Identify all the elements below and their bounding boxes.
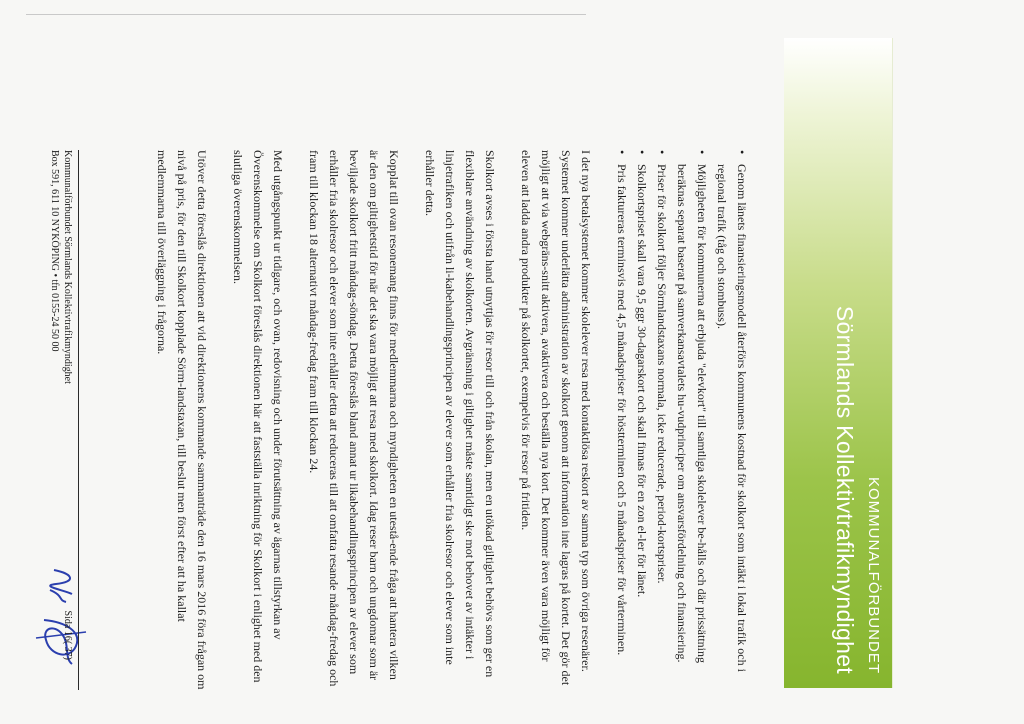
paragraph: Med utgångspunkt ur tidigare, och ovan, redovisning och under förutsättning av ägarnas tillstyrkan av Överenskommelse om Skolkort föreslås direktionen här att fastställa inriktning för Skolkort i enlighet med den slutliga överenskommelsen. xyxy=(231,150,285,683)
paragraph: Utöver detta föreslås direktionen att vid direktionens kommande sammanträde den 16 mars 2016 föra frågan om nivå på pris, för den till Skolkort kopplade Sörm-landstaxan, till beslut men först efter att ha kallat medlemmarna till överläggning i frågorna. xyxy=(155,150,209,690)
document-body xyxy=(152,150,752,690)
org-name: KOMMUNALFÖRBUNDET xyxy=(865,476,882,674)
header-banner xyxy=(784,38,893,688)
paragraph: Skolkort avses i första hand utnyttjas för resor till och från skolan, men en utökad giltighet behövs som ger en flexiblare användning av skolkorten. Avgränsning i giltighet måste samtidigt ske mot behovet av intäkter i linjetrafiken och utifrån li-kabehandlingsprincipen av elever som erhåller fria skolresor och elever som inte erhåller detta. xyxy=(423,150,497,678)
bullet-item: • Priser för skolkort följer Sörmlandstaxans normala, icke reducerade, period-kortspriser. xyxy=(652,150,672,690)
paragraph: Kopplat till ovan resonemang finns för medlemmarna och myndigheten en utestå-ende fråga att hantera vilken är den om giltighetstid för när det ska vara möjligt att resa med skolkort. Idag reser barn och ungdomar som är beviljade skolkort fritt måndag-söndag. Detta föreslås bland annat ur likabehandlingsprincipen av elever som erhåller fria skolresor och elever som inte erhåller detta att reduceras till att omfatta resande måndag-fredag och fram till klockan 18 alternativt måndag-fredag fram till klockan 24. xyxy=(307,150,401,687)
bullet-item: • Pris faktureras terminsvis med 4,5 månadspriser för höstterminen och 5 månadspriser för vårterminen. xyxy=(612,150,632,690)
bullet-item: • Genom länets finansieringsmodell återförs kommunens kostnad för skolkort som intäkt i lokal trafik och i regional trafik (tåg och stombuss). xyxy=(712,150,752,690)
bullet-list xyxy=(612,150,752,690)
authority-name: Sörmlands Kollektivtrafikmyndighet xyxy=(832,305,858,674)
paragraph: I det nya betalsystemet kommer skolelever resa med kontaktlösa reskort av samma typ som övriga resenärer. Systemet kommer underlätta administration av skolkort genom att information inte lagras på kortet. Det gör det möjligt att via webgräns-snitt aktivera, avaktivera och beställa nya kort. Det kommer även vara möjligt för eleven att ladda andra produkter på skolkortet, exempelvis för resor på fritiden. xyxy=(519,150,593,686)
page-number: Sida 16( 37) xyxy=(62,610,73,660)
bullet-item: • Möjligheten för kommunerna att erbjuda "elevkort" till samtliga skolelever be-hålls och där prissättning beräknas separat baserat på samverkansavtalets hu-vudprinciper om ansvarsfördelning och finansiering. xyxy=(672,150,712,690)
footer-org: Kommunalförbundet Sörmlands Kollektivtrafikmyndighet xyxy=(62,150,73,384)
page-footer xyxy=(48,150,79,690)
bullet-item: • Skolkortspriset skall vara 9,5 ggr 30-dagarskort och skall finnas för en zon el-ler för länet. xyxy=(632,150,652,690)
footer-address: Box 591, 611 10 NYKÖPING • tfn 0155-24 50 00 xyxy=(49,150,60,352)
